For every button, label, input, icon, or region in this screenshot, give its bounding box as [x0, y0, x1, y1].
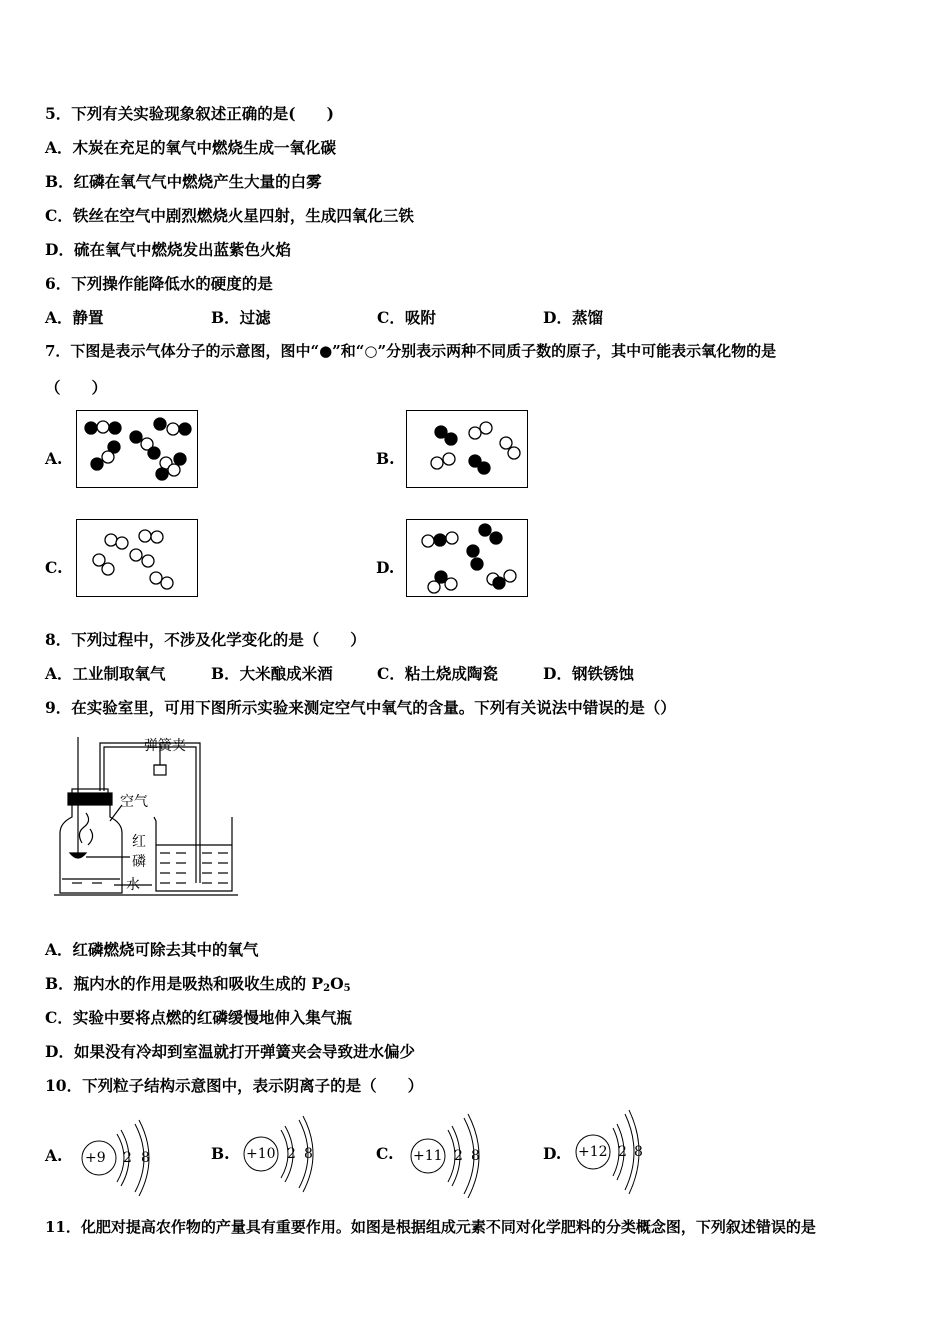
- q8-option-c: C．粘土烧成陶瓷: [377, 664, 498, 683]
- q10-stem: 10．下列粒子结构示意图中，表示阴离子的是（ ）: [45, 1076, 424, 1095]
- q9-option-b-sub1: 2: [323, 983, 331, 994]
- q8-stem: 8．下列过程中，不涉及化学变化的是（ ）: [45, 630, 366, 649]
- q9-apparatus-figure: [52, 733, 242, 898]
- q10-e2-a: 8: [141, 1150, 150, 1166]
- q7-figure-c: [76, 519, 198, 597]
- q10-e1-b: 2: [287, 1146, 296, 1162]
- q10-option-c: [376, 1110, 496, 1200]
- q10-nucleus-c: +11: [413, 1148, 443, 1164]
- q9-option-b-sub2: 5: [343, 983, 351, 994]
- q10-e1-a: 2: [123, 1150, 132, 1166]
- q10-e2-c: 8: [471, 1148, 480, 1164]
- q10-e1-c: 2: [454, 1148, 463, 1164]
- q5-option-a: A．木炭在充足的氧气中燃烧生成一氧化碳: [45, 138, 337, 157]
- q10-e2-d: 8: [634, 1144, 643, 1160]
- q6-stem: 6．下列操作能降低水的硬度的是: [45, 274, 273, 293]
- q10-letter-b: B.: [211, 1144, 230, 1163]
- q9-label-clamp: 弹簧夹: [144, 738, 186, 754]
- q7-label-a: A.: [45, 449, 63, 468]
- q9-option-a: A．红磷燃烧可除去其中的氧气: [45, 940, 259, 959]
- q9-label-phos: 磷: [132, 854, 146, 870]
- q10-nucleus-b: +10: [246, 1146, 276, 1162]
- q10-option-d: [541, 1106, 661, 1196]
- q7-stem: 7．下图是表示气体分子的示意图，图中“●”和“○”分别表示两种不同质子数的原子，其中可能表示氧化物的是: [45, 342, 777, 360]
- q7-figure-d: [406, 519, 528, 597]
- q10-option-a: [45, 1112, 165, 1202]
- q7-figure-a: [76, 410, 198, 488]
- q9-label-water: 水: [126, 877, 140, 893]
- q10-letter-c: C.: [376, 1144, 394, 1163]
- q5-option-c: C．铁丝在空气中剧烈燃烧火星四射，生成四氧化三铁: [45, 206, 414, 225]
- q5-stem: 5．下列有关实验现象叙述正确的是( ): [45, 104, 334, 123]
- q11-stem: 11．化肥对提高农作物的产量具有重要作用。如图是根据组成元素不同对化学肥料的分类概念图，下列叙述错误的是: [45, 1218, 816, 1236]
- q10-option-b: [211, 1110, 331, 1200]
- q8-option-a: A．工业制取氧气: [45, 664, 166, 683]
- q10-letter-a: A.: [45, 1146, 63, 1165]
- q10-nucleus-a: +9: [85, 1150, 106, 1166]
- q9-label-red: 红: [132, 834, 146, 850]
- q9-label-air: 空气: [120, 794, 148, 810]
- q6-option-a: A．静置: [45, 308, 104, 327]
- q6-option-c: C．吸附: [377, 308, 436, 327]
- q7-label-b: B.: [376, 449, 395, 468]
- q8-option-b: B．大米酿成米酒: [211, 664, 333, 683]
- q7-paren: （ ）: [45, 378, 108, 397]
- q6-option-b: B．过滤: [211, 308, 271, 327]
- q10-e1-d: 2: [618, 1144, 627, 1160]
- q9-option-b-o: O: [330, 974, 344, 993]
- q10-e2-b: 8: [304, 1146, 313, 1162]
- q9-option-c: C．实验中要将点燃的红磷缓慢地伸入集气瓶: [45, 1008, 352, 1027]
- q7-figure-b: [406, 410, 528, 488]
- q10-nucleus-d: +12: [578, 1144, 608, 1160]
- q10-letter-d: D.: [543, 1144, 562, 1163]
- q9-option-b: [45, 972, 351, 994]
- q5-option-d: D．硫在氧气中燃烧发出蓝紫色火焰: [45, 240, 291, 259]
- q6-option-d: D．蒸馏: [543, 308, 603, 327]
- q7-label-d: D.: [376, 558, 395, 577]
- q9-stem: 9．在实验室里，可用下图所示实验来测定空气中氧气的含量。下列有关说法中错误的是（）: [45, 698, 676, 717]
- q7-label-c: C.: [45, 558, 63, 577]
- q8-option-d: D．钢铁锈蚀: [543, 664, 634, 683]
- q9-option-d: D．如果没有冷却到室温就打开弹簧夹会导致进水偏少: [45, 1042, 415, 1061]
- q9-option-b-text: B．瓶内水的作用是吸热和吸收生成的 P: [45, 974, 324, 993]
- q5-option-b: B．红磷在氧气气中燃烧产生大量的白雾: [45, 172, 322, 191]
